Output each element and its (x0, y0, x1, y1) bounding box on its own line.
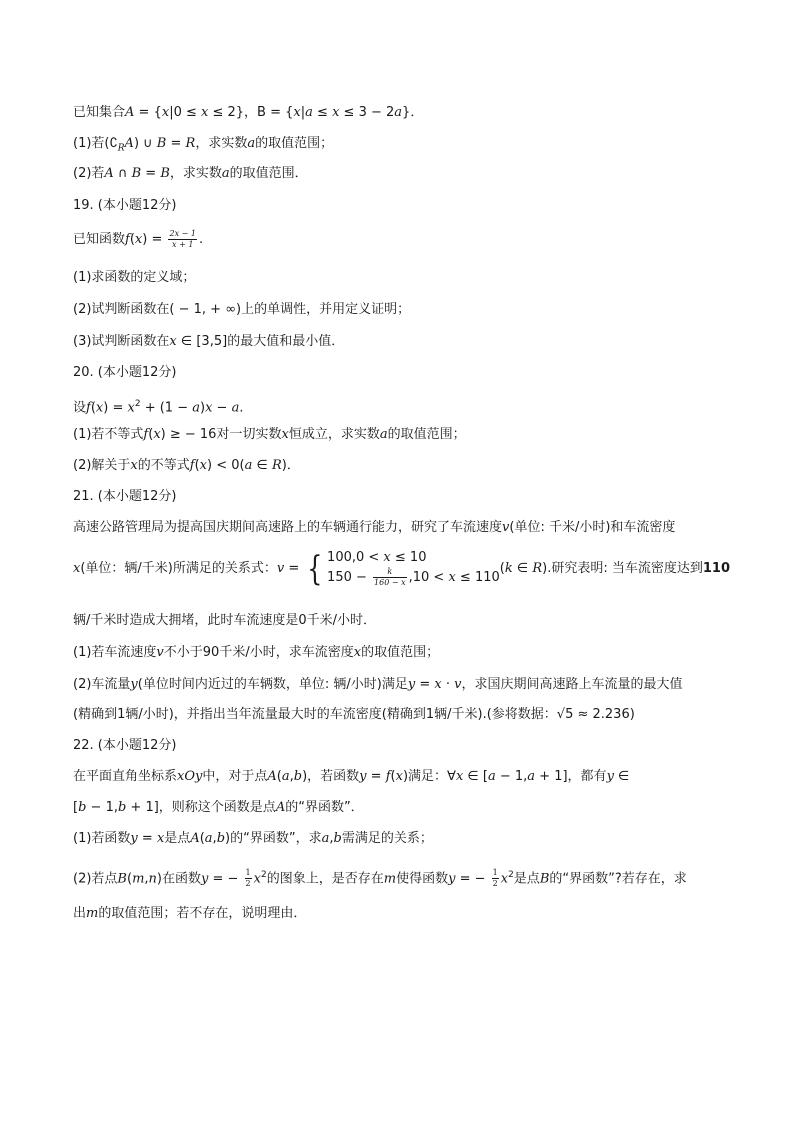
q22-p1-label: (1)若函数 (73, 831, 131, 846)
q19-part2: (2)试判断函数在( − 1, + ∞)上的单调性，并用定义证明； (73, 302, 411, 317)
q22-p2-end: 的取值范围；若不存在，说明理由． (98, 906, 307, 921)
q18-p2-end: 的取值范围． (229, 166, 308, 181)
q21-l2-text: (单位：辆/千米)所满足的关系式： (80, 561, 277, 576)
q22-p2-text-d: 是点 (513, 871, 540, 887)
q21-part2-cont: (精确到1辆/小时)，并指出当年流量最大时的车流密度(精确到1辆/千米).(参将数据：√5 ≈ 2.236) (73, 707, 635, 722)
q20-p1-end: 的取值范围； (387, 427, 466, 442)
q22-part2-cont: 出m的取值范围；若不存在，说明理由． (73, 906, 307, 921)
q21-p2-text-b: ，求国庆期间高速路上车流量的最大值 (461, 677, 683, 692)
q20-stem-text: 设 (73, 400, 87, 416)
q22-l1-text-e: ，都有 (567, 769, 607, 784)
q18-p2-label: (2)若 (73, 166, 105, 181)
q20-p1-text-b: 恒成立，求实数 (288, 427, 380, 442)
q21-p2-label: (2)车流量 (73, 677, 131, 692)
q21-p1-label: (1)若车流速度 (73, 645, 157, 660)
q20-p2-label: (2)解关于 (73, 458, 131, 473)
q22-part1: (1)若函数y = x是点A(a,b)的“界函数”，求a,b需满足的关系； (73, 831, 433, 846)
q19-p2-end: 上的单调性，并用定义证明； (241, 302, 411, 317)
q20-part2: (2)解关于x的不等式f(x) < 0(a ∈ R)． (73, 458, 300, 473)
q22-p2-text-f: 出 (73, 906, 87, 921)
q21-part2: (2)车流量y(单位时间内近过的车辆数，单位: 辆/小时)满足y = x · v，求国庆期间高速路上车流量的最大值 (73, 677, 683, 692)
q18-p1-text: ，求实数 (195, 136, 248, 151)
q20-header: 20. (本小题12分) (73, 365, 177, 380)
q19-stem: 已知函数f(x) = $\frac{2x - 1}{x + 1}$ . (73, 229, 204, 249)
q22-p2-text-c: 使得函数 (396, 871, 449, 887)
q22-l1-text: 在平面直角坐标系 (73, 769, 178, 784)
q20-stem: 设$f(x) = x^2 + (1 - a)x - a$. (73, 399, 244, 416)
q22-l1-text-b: 中，对于点 (202, 769, 268, 784)
q18-p1-end: 的取值范围； (255, 136, 334, 151)
q21-part1: (1)若车流速度v不小于90千米/小时，求车流密度x的取值范围； (73, 645, 440, 660)
q21-line3: 辆/千米时造成大拥堵，此时车流速度是0千米/小时． (73, 613, 377, 628)
q21-line2: x(单位：辆/千米)所满足的关系式：v = { 100,0 < x ≤ 10 150 − $\frac{k}{160 - x}$ ,10 < x ≤ 110 (k ∈ R).研究表明: 当车流密度达到110 (73, 548, 731, 589)
q22-l2-end: 的“界函数”． (285, 800, 364, 815)
q20-p1-text: 对一切实数 (216, 427, 282, 442)
q21-p2-end: ) (629, 707, 635, 722)
q22-p1-end: 需满足的关系； (341, 831, 433, 846)
q21-l2-number: 110 (702, 561, 731, 576)
q18-part2: (2)若A ∩ B = B，求实数a的取值范围． (73, 166, 308, 181)
q19-header: 19. (本小题12分) (73, 198, 177, 213)
q22-p1-text-b: 的“界函数”，求 (230, 831, 322, 846)
q19-p3-end: 的最大值和最小值． (227, 334, 345, 349)
q18-stem: 已知集合A = {x|0 ≤ x ≤ 2}，B = {x|a ≤ x ≤ 3 − 2a}． (73, 105, 424, 120)
q22-p2-label: (2)若点 (73, 871, 118, 887)
q22-line1: 在平面直角坐标系xOy中，对于点A(a,b)，若函数y = f(x)满足：∀x ∈ [a − 1,a + 1]，都有y ∈ (73, 769, 630, 784)
q18-p2-text: ，求实数 (169, 166, 222, 181)
q22-l2-text: ，则称这个函数是点 (158, 800, 276, 815)
q22-header: 22. (本小题12分) (73, 738, 177, 753)
q22-line2: [b − 1,b + 1]，则称这个函数是点A的“界函数”． (73, 800, 364, 815)
q21-line1: 高速公路管理局为提高国庆期间高速路上的车辆通行能力，研究了车流速度v(单位: 千米/小时)和车流密度 (73, 520, 676, 535)
q19-part1: (1)求函数的定义域； (73, 270, 196, 285)
q18-p1-label: (1)若 (73, 136, 105, 151)
q22-p2-text: 在函数 (161, 871, 201, 887)
q21-p1-end: 的取值范围； (361, 645, 440, 660)
q21-p2-text-c: (精确到1辆/小时)，并指出当年流量最大时的车流密度(精确到1辆/千米).(参将数据： (73, 707, 557, 722)
q21-l2-end: .研究表明: 当车流密度达到 (547, 561, 703, 576)
q19-stem-text: 已知函数 (73, 232, 126, 247)
q22-l1-text-c: ，若函数 (307, 769, 360, 784)
q18-stem-text: 已知集合 (73, 105, 126, 120)
q20-p2-text: 的不等式 (137, 458, 190, 473)
q21-header: 21. (本小题12分) (73, 489, 177, 504)
q19-part3: (3)试判断函数在x ∈ [3,5]的最大值和最小值． (73, 334, 345, 349)
q20-p2-end: ． (286, 458, 300, 473)
q18-stem-text-b: ，B (244, 105, 266, 120)
q19-p3-text: (3)试判断函数在 (73, 334, 170, 349)
q21-p2-text: (单位时间内近过的车辆数，单位: 辆/小时)满足 (137, 677, 408, 692)
q22-p2-text-b: 的图象上，是否存在 (266, 871, 384, 887)
q22-p2-text-e: 的“界函数”?若存在，求 (549, 871, 687, 887)
q18-stem-end: ． (410, 105, 424, 120)
q18-part1: (1)若$(∁_RA)$ ∪ B = R，求实数a的取值范围； (73, 136, 334, 154)
q22-l1-text-d: 满足： (408, 769, 448, 784)
q22-p1-text: 是点 (164, 831, 191, 846)
q20-p1-label: (1)若不等式 (73, 427, 144, 442)
q19-p2-text: (2)试判断函数在 (73, 302, 170, 317)
q21-l1-end: (单位: 千米/小时)和车流密度 (509, 520, 676, 535)
q21-piecewise: 100,0 < x ≤ 10 150 − $\frac{k}{160 - x}$ ,10 < x ≤ 110 (327, 550, 500, 587)
q22-part2: (2)若点B(m,n)在函数y = − $\frac{1}{2}$ $x^2$的图象上，是否存在m使得函数y = − $\frac{1}{2}$ $x^2$是点B的“界函数”?若存在，求 (73, 868, 687, 889)
q21-p1-text: 不小于90千米/小时，求车流密度 (163, 645, 354, 660)
q20-part1: (1)若不等式f(x) ≥ − 16对一切实数x恒成立，求实数a的取值范围； (73, 427, 466, 442)
q21-l1-text: 高速公路管理局为提高国庆期间高速路上的车辆通行能力，研究了车流速度 (73, 520, 503, 535)
